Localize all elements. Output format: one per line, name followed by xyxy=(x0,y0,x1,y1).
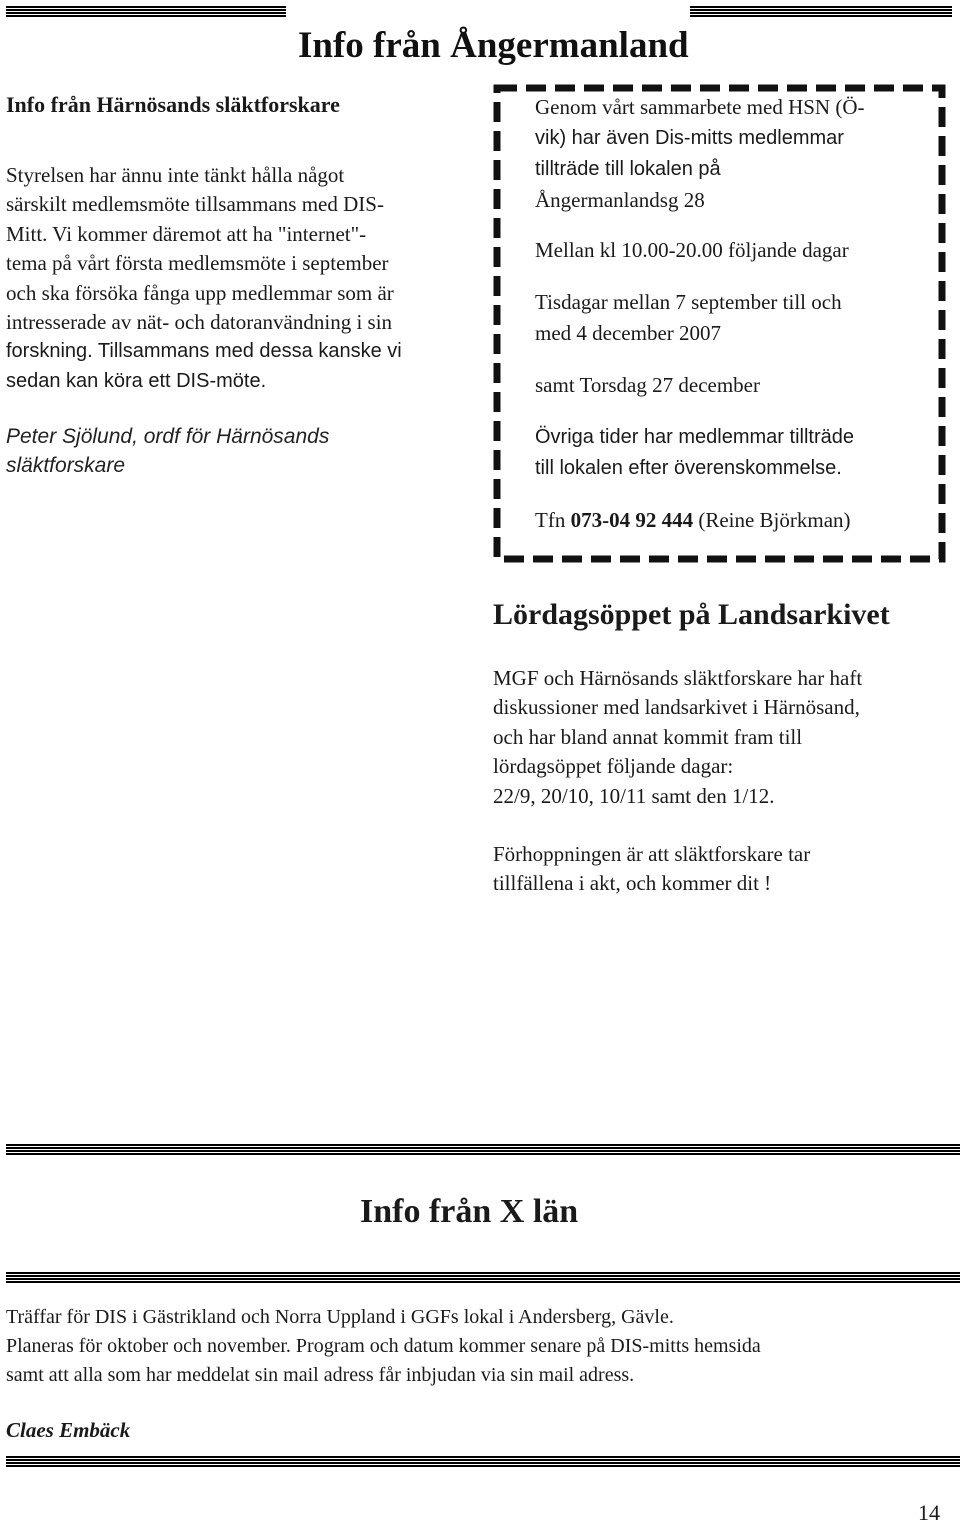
box-line: vik) har även Dis-mitts medlemmar xyxy=(535,127,844,149)
body-line: forskning. Tillsammans med dessa kanske vi xyxy=(6,340,402,363)
hsn-thursday: samt Torsdag 27 december xyxy=(535,373,760,397)
phone-prefix: Tfn xyxy=(535,508,571,532)
signature-line: Peter Sjölund, ordf för Härnösands xyxy=(6,425,330,448)
box-line: Tisdagar mellan 7 september till och xyxy=(535,290,842,314)
xlan-line: Planeras för oktober och november. Program och datum kommer senare på DIS-mitts hemsida xyxy=(6,1335,761,1357)
xlan-line: Träffar för DIS i Gästrikland och Norra Uppland i GGFs lokal i Andersberg, Gävle. xyxy=(6,1306,674,1328)
lord-line: lördagsöppet följande dagar: xyxy=(493,754,734,779)
box-line: tillträde till lokalen på xyxy=(535,158,721,180)
body-line: särskilt medlemsmöte tillsammans med DIS- xyxy=(6,192,384,217)
body-line: Mitt. Vi kommer däremot att ha "internet"- xyxy=(6,221,367,246)
page-number: 14 xyxy=(918,1500,940,1525)
lordagsoppet-title: Lördagsöppet på Landsarkivet xyxy=(493,598,890,631)
lordagsoppet-body xyxy=(493,664,862,899)
hsn-other xyxy=(535,422,854,484)
hsn-hours: Mellan kl 10.00-20.00 följande dagar xyxy=(535,238,849,262)
xlan-line: samt att alla som har meddelat sin mail adress får inbjudan via sin mail adress. xyxy=(6,1364,635,1386)
lord-line: diskussioner med landsarkivet i Härnösand, xyxy=(493,695,860,720)
xlan-author: Claes Embäck xyxy=(6,1418,131,1442)
harnosand-heading: Info från Härnösands släktforskare xyxy=(6,92,340,117)
box-line: Genom vårt sammarbete med HSN (Ö- xyxy=(535,95,865,119)
footer-rule xyxy=(6,1456,960,1470)
xlan-rule-bottom xyxy=(6,1272,960,1286)
body-line: och ska försöka fånga upp medlemmar som är xyxy=(6,280,394,305)
body-line: Styrelsen har ännu inte tänkt hålla något xyxy=(6,163,345,187)
angermanland-title: Info från Ångermanland xyxy=(298,25,689,66)
lord-line: tillfällena i akt, och kommer dit ! xyxy=(493,871,772,896)
lord-line: MGF och Härnösands släktforskare har haft xyxy=(493,666,863,690)
body-line: sedan kan köra ett DIS-möte. xyxy=(6,369,267,392)
box-line: Ångermanlandsg 28 xyxy=(535,188,705,212)
phone-suffix: (Reine Björkman) xyxy=(693,508,851,532)
harnosand-signature xyxy=(6,422,466,480)
hsn-phone xyxy=(535,505,851,536)
body-line: tema på vårt första medlemsmöte i september xyxy=(6,251,389,276)
lord-line: 22/9, 20/10, 10/11 samt den 1/12. xyxy=(493,783,775,808)
box-line: Övriga tider har medlemmar tillträde xyxy=(535,426,854,448)
xlan-rule-top xyxy=(6,1144,960,1158)
box-line: med 4 december 2007 xyxy=(535,321,722,345)
box-line: till lokalen efter överenskommelse. xyxy=(535,457,842,479)
signature-line: släktforskare xyxy=(6,454,126,477)
hsn-tuesdays xyxy=(535,287,842,349)
harnosand-body xyxy=(6,161,466,396)
phone-number: 073-04 92 444 xyxy=(570,508,694,532)
lord-line: Förhoppningen är att släktforskare tar xyxy=(493,842,811,867)
xlan-body xyxy=(6,1303,761,1390)
hsn-intro xyxy=(535,92,865,216)
lord-line: och har bland annat kommit fram till xyxy=(493,724,803,749)
body-line: intresserade av nät- och datoranvändning i sin xyxy=(6,310,393,335)
top-rule-left xyxy=(6,6,286,20)
top-rule-right xyxy=(690,6,952,20)
xlan-title: Info från X län xyxy=(360,1193,579,1230)
